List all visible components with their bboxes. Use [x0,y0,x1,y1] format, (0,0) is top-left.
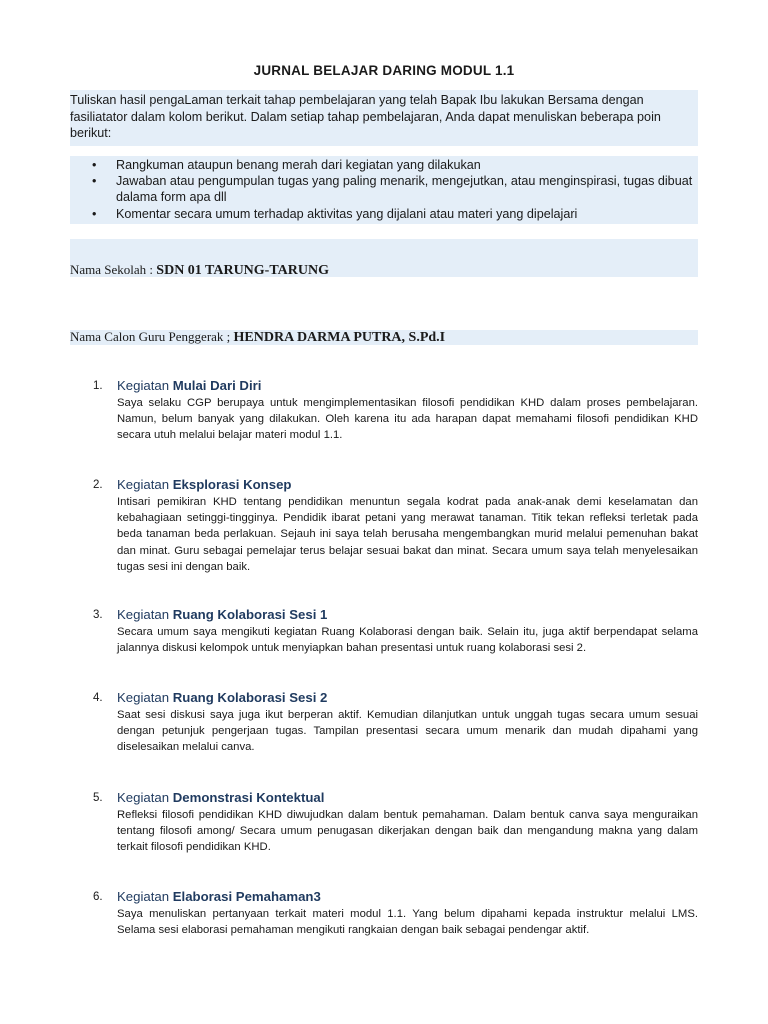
activity-name: Elaborasi Pemahaman3 [172,889,321,904]
bullet-dot-icon: • [92,174,97,189]
intro-box [70,90,698,146]
activity-body: Saya selaku CGP berupaya untuk mengimplementasikan filosofi pendidikan KHD dalam proses pembelajaran. Namun, belum banyak yang dilakukan. Oleh karena itu ada harapan dapat memahami filosofi pendidikan KHD secara utuh melalui belajar materi modul 1.1. [117,397,698,442]
activity-heading: Kegiatan Mulai Dari Diri [117,378,262,393]
activity-name: Eksplorasi Konsep [172,477,292,492]
bullet-list [70,157,698,222]
activity-number: 4. [93,692,103,704]
activity-body: Saya menuliskan pertanyaan terkait materi modul 1.1. Yang belum dipahami kepada instruktur melalui LMS. Selama sesi elaborasi pemahaman mengikuti rangkaian dengan baik sebagai pendengar aktif. [117,908,698,937]
intro-text: Tuliskan hasil pengaLaman terkait tahap pembelajaran yang telah Bapak Ibu lakukan Bersama dengan fasiliatator dalam kolom berikut. Dalam setiap tahap pembelajaran, Anda dapat menuliskan beberapa poin berikut: [70,93,661,140]
activity-heading: Kegiatan Elaborasi Pemahaman3 [117,889,321,904]
school-line [70,262,329,279]
bullet-item: • Komentar secara umum terhadap aktivitas yang dijalani atau materi yang dipelajari [92,206,578,221]
bullet-box [70,156,698,224]
school-label: Nama Sekolah : [70,262,157,277]
activity-number: 2. [93,479,103,491]
activity-heading: Kegiatan Ruang Kolaborasi Sesi 1 [117,607,328,622]
activity-name: Mulai Dari Diri [172,378,262,393]
guru-value: HENDRA DARMA PUTRA, S.Pd.I [233,330,446,345]
activity-number: 5. [93,792,103,804]
activity-heading: Kegiatan Ruang Kolaborasi Sesi 2 [117,690,328,705]
bullet-item: • Jawaban atau pengumpulan tugas yang paling menarik, mengejutkan, atau menginspirasi, tugas dibuat dalama form apa dll [92,174,693,205]
school-value: SDN 01 TARUNG-TARUNG [156,263,329,278]
bullet-dot-icon: • [92,206,97,221]
activity-body: Saat sesi diskusi saya juga ikut berperan aktif. Kemudian dilanjutkan untuk unggah tugas secara umum sesuai dengan petunjuk pengerjaan tugas. Tampilan presentasi secara umum menarik dan mudah dipahami yang diselesaikan melalui canva. [117,709,698,754]
guru-label: Nama Calon Guru Penggerak ; [70,329,234,344]
activity-name: Ruang Kolaborasi Sesi 2 [172,690,328,705]
activity-number: 1. [93,380,103,392]
guru-line [70,329,445,346]
bullet-dot-icon: • [92,158,97,172]
activity-heading: Kegiatan Demonstrasi Kontektual [117,790,325,805]
activity-number: 6. [93,891,103,903]
activity-name: Demonstrasi Kontektual [172,790,325,805]
activity-body: Refleksi filosofi pendidikan KHD diwujudkan dalam bentuk pemahaman. Dalam bentuk canva saya menguraikan tentang filosofi among/ Secara umum penugasan dikerjakan dengan baik dan mengandung makna yang dalam terkait filosofi pendidikan KHD. [117,809,698,854]
bullet-item: • Rangkuman ataupun benang merah dari kegiatan yang dilakukan [92,158,481,172]
activity-name: Ruang Kolaborasi Sesi 1 [172,607,328,622]
activity-body: Intisari pemikiran KHD tentang pendidikan menuntun segala kodrat pada anak-anak demi keselamatan dan kebahagiaan setinggi-tingginya. Pendidik ibarat petani yang merawat tanaman. Titik tekan refleksi terletak pada beda tanaman beda perlakuan. Sejauh ini saya telah berusaha mengembangkan murid melalui pemenuhan bakat dan minat. Guru sebagai pemelajar terus belajar sesuai bakat dan minat. Secara umum saya telah menyelesaikan tugas sesi ini dengan baik. [117,496,698,573]
page-title: JURNAL BELAJAR DARING MODUL 1.1 [253,63,515,78]
activity-number: 3. [93,609,103,621]
activity-body: Secara umum saya mengikuti kegiatan Ruang Kolaborasi dengan baik. Selain itu, juga aktif berpendapat selama jalannya diskusi kelompok untuk menyiapkan bahan presentasi untuk ruang kolaborasi sesi 2. [117,626,698,655]
activity-heading: Kegiatan Eksplorasi Konsep [117,477,292,492]
